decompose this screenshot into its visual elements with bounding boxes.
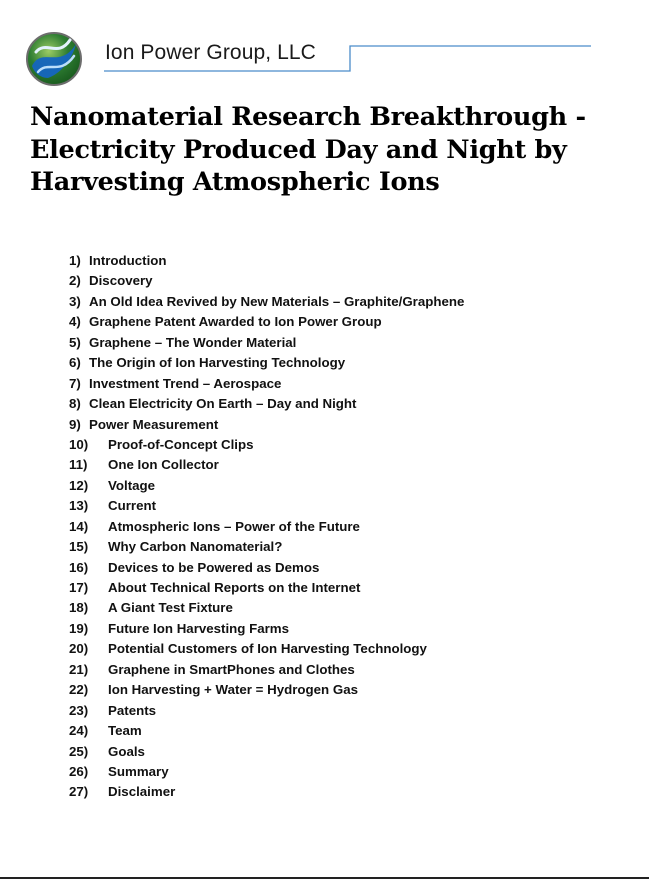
toc-item: [69, 292, 464, 312]
toc-item: [69, 742, 464, 762]
toc-item: [69, 660, 464, 680]
toc-item-label: Proof-of-Concept Clips: [108, 436, 254, 452]
toc-item: [69, 578, 464, 598]
toc-item-number: 7): [69, 375, 81, 391]
toc-item-number: 24): [69, 723, 89, 739]
toc-item: [69, 782, 464, 802]
toc-item-number: 14): [69, 518, 89, 534]
toc-item-number: 25): [69, 743, 89, 759]
header-rule: [0, 0, 649, 90]
toc-item: [69, 619, 464, 639]
toc-item-label: Why Carbon Nanomaterial?: [108, 539, 283, 555]
toc-item: [69, 435, 464, 455]
toc-item-number: 23): [69, 702, 89, 718]
toc-item-number: 5): [69, 334, 81, 350]
toc-item: [69, 762, 464, 782]
toc-item: [69, 353, 464, 373]
toc-item-label: A Giant Test Fixture: [108, 600, 233, 616]
toc-item-number: 21): [69, 661, 89, 677]
toc-item-label: Team: [108, 723, 142, 739]
toc-item-number: 22): [69, 682, 89, 698]
toc-item: [69, 333, 464, 353]
toc-item-number: 1): [69, 253, 81, 268]
toc-item-number: 12): [69, 477, 89, 493]
document-title: Nanomaterial Research Breakthrough - Electricity Produced Day and Night by Harvesting Atmospheric Ions: [30, 102, 586, 197]
toc-item: [69, 394, 464, 414]
toc-item-number: 20): [69, 641, 89, 657]
toc-item: [69, 537, 464, 557]
toc-item: [69, 476, 464, 496]
toc-item: [69, 701, 464, 721]
company-name: Ion Power Group, LLC: [105, 41, 316, 64]
page-bottom-rule: [0, 877, 649, 879]
toc-item-label: Devices to be Powered as Demos: [108, 559, 320, 575]
toc-item-label: About Technical Reports on the Internet: [108, 580, 361, 595]
toc-item-number: 6): [69, 355, 81, 371]
toc-item-label: Atmospheric Ions – Power of the Future: [108, 518, 360, 534]
toc-item-label: Discovery: [89, 273, 153, 289]
toc-item: [69, 271, 464, 291]
toc-item-number: 13): [69, 498, 89, 514]
toc-item-label: Investment Trend – Aerospace: [89, 375, 282, 391]
toc-item-label: Disclaimer: [108, 784, 176, 800]
toc-item: [69, 415, 464, 435]
toc-item-number: 11): [69, 457, 88, 473]
toc-item-number: 15): [69, 539, 89, 555]
toc-item: [69, 251, 464, 271]
toc-item: [69, 455, 464, 475]
toc-item: [69, 558, 464, 578]
toc-item-label: An Old Idea Revived by New Materials – Graphite/Graphene: [89, 293, 465, 309]
toc-item-label: The Origin of Ion Harvesting Technology: [89, 355, 346, 371]
toc-item-label: Introduction: [89, 253, 167, 268]
toc-item-number: 8): [69, 396, 81, 412]
toc-item: [69, 496, 464, 516]
toc-item-label: Goals: [108, 743, 145, 759]
toc-item-label: Summary: [108, 763, 169, 779]
toc-item-number: 18): [69, 600, 89, 616]
toc-item-label: Graphene Patent Awarded to Ion Power Group: [89, 314, 382, 330]
toc-item-label: Ion Harvesting + Water = Hydrogen Gas: [108, 682, 358, 698]
toc-item-number: 17): [69, 580, 89, 595]
table-of-contents: [69, 251, 464, 803]
toc-item: [69, 517, 464, 537]
toc-item-label: Graphene – The Wonder Material: [89, 334, 297, 350]
toc-item-number: 2): [69, 273, 81, 289]
toc-item: [69, 721, 464, 741]
toc-item-label: One Ion Collector: [108, 457, 219, 473]
toc-item: [69, 598, 464, 618]
toc-item-label: Future Ion Harvesting Farms: [108, 620, 290, 636]
toc-item-label: Voltage: [108, 477, 156, 493]
toc-item-number: 26): [69, 763, 89, 779]
toc-item: [69, 312, 464, 332]
toc-item: [69, 680, 464, 700]
company-logo-icon: [24, 30, 84, 86]
toc-item-label: Patents: [108, 702, 157, 718]
toc-item-number: 10): [69, 436, 89, 452]
toc-item-label: Current: [108, 498, 157, 514]
toc-item-label: Potential Customers of Ion Harvesting Technology: [108, 641, 427, 657]
toc-item-number: 3): [69, 293, 81, 309]
toc-item: [69, 374, 464, 394]
toc-item-number: 19): [69, 620, 89, 636]
toc-item-number: 4): [69, 314, 81, 330]
toc-item: [69, 639, 464, 659]
toc-item-label: Power Measurement: [89, 416, 219, 432]
toc-item-label: Clean Electricity On Earth – Day and Night: [89, 396, 357, 412]
toc-item-number: 27): [69, 784, 89, 800]
toc-item-number: 16): [69, 559, 89, 575]
toc-item-label: Graphene in SmartPhones and Clothes: [108, 661, 355, 677]
toc-item-number: 9): [69, 416, 81, 432]
